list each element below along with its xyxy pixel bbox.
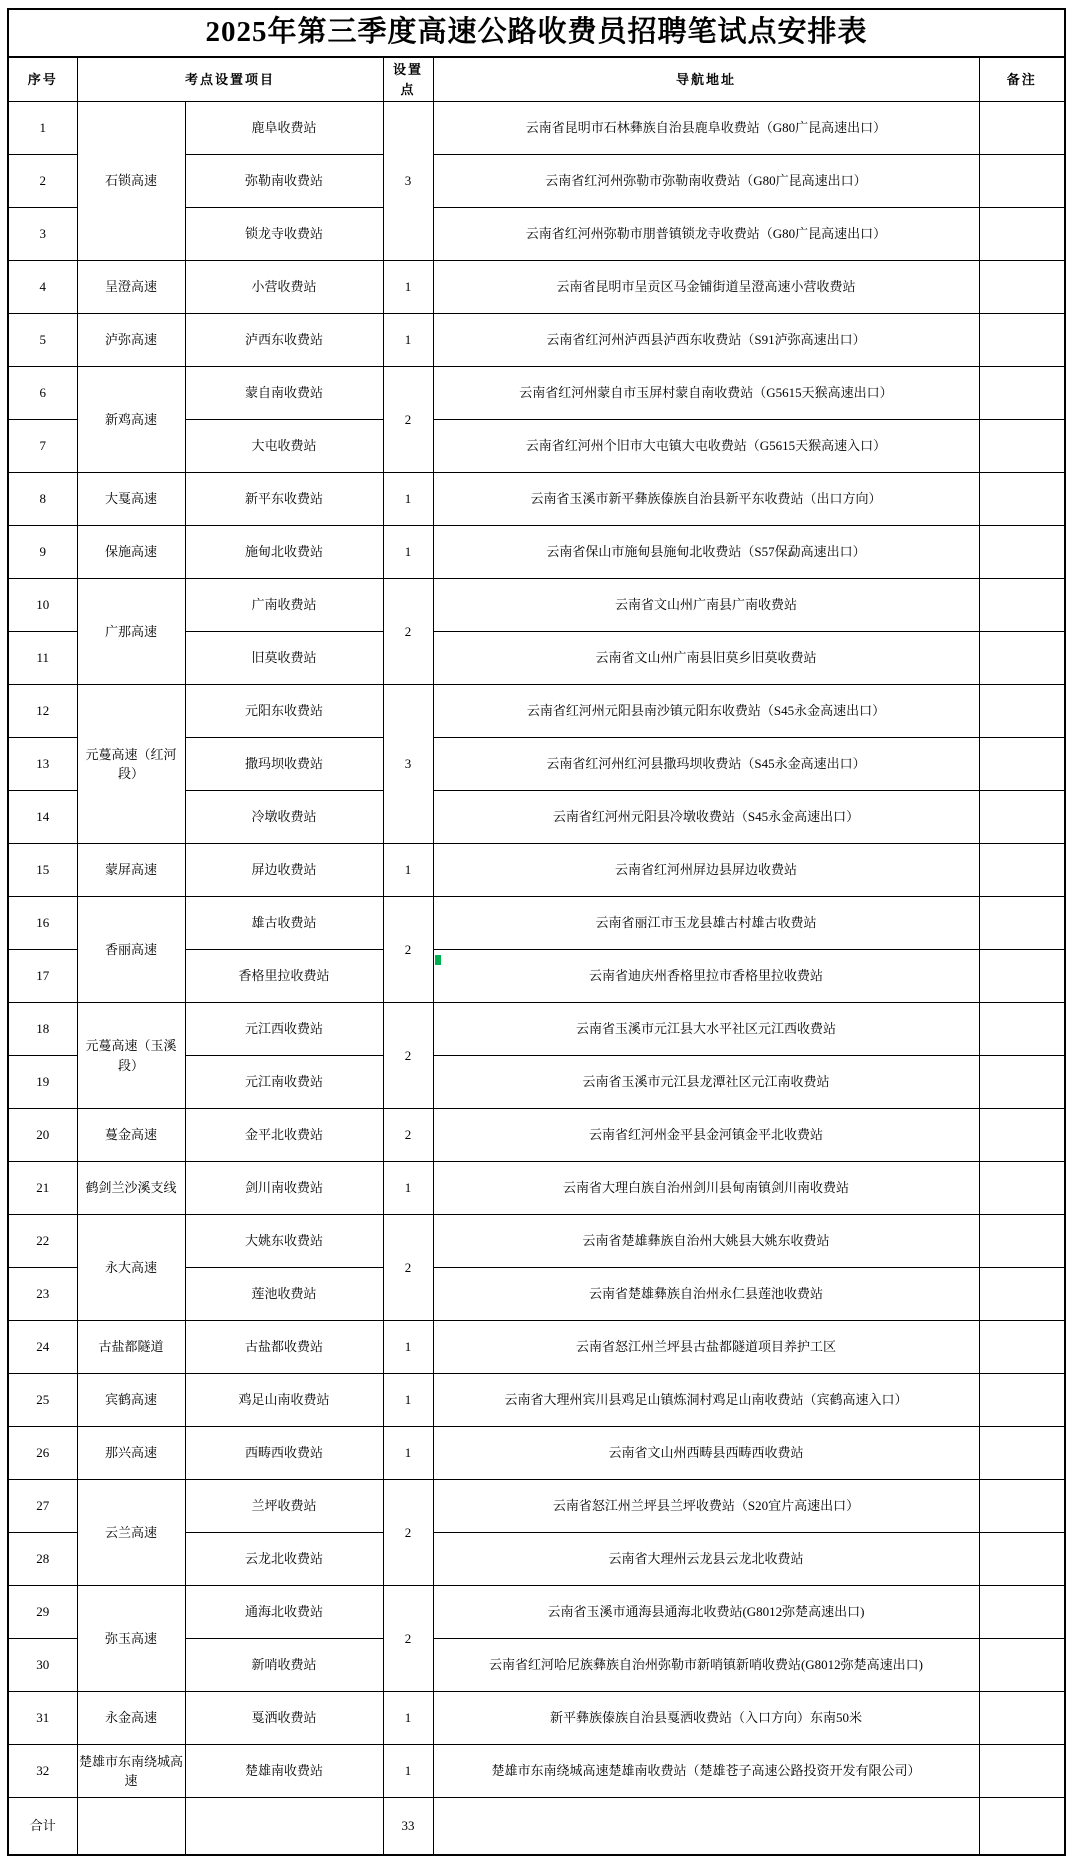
serial-cell: 5 (8, 314, 77, 367)
address-cell: 云南省红河州蒙自市玉屏村蒙自南收费站（G5615天猴高速出口） (433, 367, 979, 420)
serial-cell: 29 (8, 1586, 77, 1639)
total-station-cell-empty (185, 1798, 383, 1855)
remark-cell (979, 1586, 1065, 1639)
total-remark-cell-empty (979, 1798, 1065, 1855)
highway-group-cell: 新鸡高速 (77, 367, 185, 473)
station-cell: 戛洒收费站 (185, 1692, 383, 1745)
table-row (8, 526, 1065, 579)
remark-cell (979, 685, 1065, 738)
remark-cell (979, 473, 1065, 526)
serial-cell: 30 (8, 1639, 77, 1692)
points-cell: 1 (383, 261, 433, 314)
address-cell: 云南省红河州元阳县冷墩收费站（S45永金高速出口） (433, 791, 979, 844)
highway-group-cell: 永大高速 (77, 1215, 185, 1321)
remark-cell (979, 1692, 1065, 1745)
remark-cell (979, 1162, 1065, 1215)
table-row (8, 473, 1065, 526)
serial-cell: 31 (8, 1692, 77, 1745)
highway-group-cell: 云兰高速 (77, 1480, 185, 1586)
serial-cell: 2 (8, 155, 77, 208)
highway-group-cell: 元蔓高速（红河段） (77, 685, 185, 844)
points-cell: 2 (383, 1109, 433, 1162)
title-row (8, 9, 1065, 57)
serial-cell: 24 (8, 1321, 77, 1374)
column-header-address: 导航地址 (433, 57, 979, 102)
highway-group-cell: 弥玉高速 (77, 1586, 185, 1692)
total-address-cell-empty (433, 1798, 979, 1855)
remark-cell (979, 526, 1065, 579)
station-cell: 西畴西收费站 (185, 1427, 383, 1480)
station-cell: 元江西收费站 (185, 1003, 383, 1056)
station-cell: 冷墩收费站 (185, 791, 383, 844)
serial-cell: 32 (8, 1745, 77, 1798)
address-cell: 云南省保山市施甸县施甸北收费站（S57保勐高速出口） (433, 526, 979, 579)
station-cell: 泸西东收费站 (185, 314, 383, 367)
address-cell: 云南省红河州金平县金河镇金平北收费站 (433, 1109, 979, 1162)
address-cell: 云南省昆明市石林彝族自治县鹿阜收费站（G80广昆高速出口） (433, 102, 979, 155)
station-cell: 鹿阜收费站 (185, 102, 383, 155)
points-cell: 1 (383, 844, 433, 897)
table-row (8, 897, 1065, 950)
table-row (8, 1321, 1065, 1374)
serial-cell: 13 (8, 738, 77, 791)
highway-group-cell: 广那高速 (77, 579, 185, 685)
total-points-value: 33 (383, 1798, 433, 1855)
station-cell: 金平北收费站 (185, 1109, 383, 1162)
highway-group-cell: 元蔓高速（玉溪段） (77, 1003, 185, 1109)
station-cell: 云龙北收费站 (185, 1533, 383, 1586)
table-row (8, 579, 1065, 632)
station-cell: 剑川南收费站 (185, 1162, 383, 1215)
station-cell: 大屯收费站 (185, 420, 383, 473)
highway-group-cell: 呈澄高速 (77, 261, 185, 314)
exam-site-arrangement-table (7, 8, 1066, 1856)
remark-cell (979, 897, 1065, 950)
highway-group-cell: 宾鹤高速 (77, 1374, 185, 1427)
points-cell: 2 (383, 1215, 433, 1321)
remark-cell (979, 844, 1065, 897)
address-cell: 云南省文山州广南县旧莫乡旧莫收费站 (433, 632, 979, 685)
highway-group-cell: 保施高速 (77, 526, 185, 579)
station-cell: 旧莫收费站 (185, 632, 383, 685)
address-cell: 云南省红河州屏边县屏边收费站 (433, 844, 979, 897)
address-cell: 云南省玉溪市新平彝族傣族自治县新平东收费站（出口方向） (433, 473, 979, 526)
address-cell: 新平彝族傣族自治县戛洒收费站（入口方向）东南50米 (433, 1692, 979, 1745)
serial-cell: 21 (8, 1162, 77, 1215)
arrangement-table-container (7, 8, 1064, 1856)
address-cell: 云南省迪庆州香格里拉市香格里拉收费站 (433, 950, 979, 1003)
highway-group-cell: 那兴高速 (77, 1427, 185, 1480)
points-cell: 2 (383, 897, 433, 1003)
points-cell: 2 (383, 579, 433, 685)
serial-cell: 28 (8, 1533, 77, 1586)
remark-cell (979, 314, 1065, 367)
total-group-cell-empty (77, 1798, 185, 1855)
points-cell: 2 (383, 367, 433, 473)
address-cell: 云南省红河州元阳县南沙镇元阳东收费站（S45永金高速出口） (433, 685, 979, 738)
table-row (8, 1162, 1065, 1215)
highway-group-cell: 鹤剑兰沙溪支线 (77, 1162, 185, 1215)
remark-cell (979, 1268, 1065, 1321)
address-cell: 云南省红河州弥勒市朋普镇锁龙寺收费站（G80广昆高速出口） (433, 208, 979, 261)
table-row (8, 314, 1065, 367)
table-row (8, 102, 1065, 155)
table-row (8, 1692, 1065, 1745)
highway-group-cell: 永金高速 (77, 1692, 185, 1745)
remark-cell (979, 420, 1065, 473)
remark-cell (979, 1639, 1065, 1692)
serial-cell: 22 (8, 1215, 77, 1268)
station-cell: 鸡足山南收费站 (185, 1374, 383, 1427)
points-cell: 1 (383, 1745, 433, 1798)
remark-cell (979, 950, 1065, 1003)
remark-cell (979, 791, 1065, 844)
points-cell: 1 (383, 1427, 433, 1480)
highway-group-cell: 大戛高速 (77, 473, 185, 526)
address-cell: 云南省红河州个旧市大屯镇大屯收费站（G5615天猴高速入口） (433, 420, 979, 473)
serial-cell: 16 (8, 897, 77, 950)
highway-group-cell: 蒙屏高速 (77, 844, 185, 897)
serial-cell: 25 (8, 1374, 77, 1427)
points-cell: 1 (383, 473, 433, 526)
address-cell: 云南省怒江州兰坪县古盐都隧道项目养护工区 (433, 1321, 979, 1374)
station-cell: 小营收费站 (185, 261, 383, 314)
address-cell: 云南省大理州云龙县云龙北收费站 (433, 1533, 979, 1586)
points-cell: 1 (383, 1692, 433, 1745)
total-row (8, 1798, 1065, 1855)
remark-cell (979, 367, 1065, 420)
station-cell: 雄古收费站 (185, 897, 383, 950)
column-header-serial: 序号 (8, 57, 77, 102)
serial-cell: 1 (8, 102, 77, 155)
points-cell: 2 (383, 1003, 433, 1109)
remark-cell (979, 208, 1065, 261)
address-cell: 云南省大理白族自治州剑川县甸南镇剑川南收费站 (433, 1162, 979, 1215)
table-row (8, 685, 1065, 738)
station-cell: 屏边收费站 (185, 844, 383, 897)
remark-cell (979, 1374, 1065, 1427)
serial-cell: 23 (8, 1268, 77, 1321)
address-cell: 云南省楚雄彝族自治州永仁县莲池收费站 (433, 1268, 979, 1321)
address-cell: 云南省红河州泸西县泸西东收费站（S91泸弥高速出口） (433, 314, 979, 367)
remark-cell (979, 1427, 1065, 1480)
points-cell: 1 (383, 1162, 433, 1215)
serial-cell: 14 (8, 791, 77, 844)
station-cell: 莲池收费站 (185, 1268, 383, 1321)
remark-cell (979, 1109, 1065, 1162)
station-cell: 元阳东收费站 (185, 685, 383, 738)
remark-cell (979, 632, 1065, 685)
serial-cell: 26 (8, 1427, 77, 1480)
address-cell: 楚雄市东南绕城高速楚雄南收费站（楚雄苍子高速公路投资开发有限公司） (433, 1745, 979, 1798)
table-row (8, 1480, 1065, 1533)
station-cell: 撒玛坝收费站 (185, 738, 383, 791)
station-cell: 弥勒南收费站 (185, 155, 383, 208)
station-cell: 广南收费站 (185, 579, 383, 632)
remark-cell (979, 1533, 1065, 1586)
points-cell: 2 (383, 1586, 433, 1692)
highway-group-cell: 石锁高速 (77, 102, 185, 261)
highway-group-cell: 香丽高速 (77, 897, 185, 1003)
remark-cell (979, 1745, 1065, 1798)
station-cell: 施甸北收费站 (185, 526, 383, 579)
header-row (8, 57, 1065, 102)
remark-cell (979, 1321, 1065, 1374)
total-label: 合计 (8, 1798, 77, 1855)
points-cell: 1 (383, 314, 433, 367)
station-cell: 楚雄南收费站 (185, 1745, 383, 1798)
serial-cell: 8 (8, 473, 77, 526)
serial-cell: 17 (8, 950, 77, 1003)
address-cell: 云南省红河哈尼族彝族自治州弥勒市新哨镇新哨收费站(G8012弥楚高速出口) (433, 1639, 979, 1692)
table-body (8, 102, 1065, 1798)
station-cell: 通海北收费站 (185, 1586, 383, 1639)
serial-cell: 10 (8, 579, 77, 632)
station-cell: 蒙自南收费站 (185, 367, 383, 420)
station-cell: 新平东收费站 (185, 473, 383, 526)
highway-group-cell: 楚雄市东南绕城高速 (77, 1745, 185, 1798)
table-row (8, 367, 1065, 420)
address-cell: 云南省丽江市玉龙县雄古村雄古收费站 (433, 897, 979, 950)
table-row (8, 1745, 1065, 1798)
remark-cell (979, 1056, 1065, 1109)
station-cell: 元江南收费站 (185, 1056, 383, 1109)
table-row (8, 1427, 1065, 1480)
remark-cell (979, 102, 1065, 155)
table-row (8, 1215, 1065, 1268)
address-cell: 云南省大理州宾川县鸡足山镇炼洞村鸡足山南收费站（宾鹤高速入口） (433, 1374, 979, 1427)
serial-cell: 18 (8, 1003, 77, 1056)
serial-cell: 15 (8, 844, 77, 897)
serial-cell: 20 (8, 1109, 77, 1162)
serial-cell: 4 (8, 261, 77, 314)
page-title: 2025年第三季度高速公路收费员招聘笔试点安排表 (8, 9, 1065, 57)
remark-cell (979, 1215, 1065, 1268)
column-header-project: 考点设置项目 (77, 57, 383, 102)
highway-group-cell: 泸弥高速 (77, 314, 185, 367)
serial-cell: 9 (8, 526, 77, 579)
address-cell: 云南省玉溪市通海县通海北收费站(G8012弥楚高速出口) (433, 1586, 979, 1639)
points-cell: 1 (383, 526, 433, 579)
column-header-points: 设置点 (383, 57, 433, 102)
table-row (8, 1586, 1065, 1639)
address-cell: 云南省昆明市呈贡区马金铺街道呈澄高速小营收费站 (433, 261, 979, 314)
address-cell: 云南省文山州广南县广南收费站 (433, 579, 979, 632)
address-cell: 云南省玉溪市元江县龙潭社区元江南收费站 (433, 1056, 979, 1109)
serial-cell: 19 (8, 1056, 77, 1109)
remark-cell (979, 261, 1065, 314)
serial-cell: 11 (8, 632, 77, 685)
remark-cell (979, 155, 1065, 208)
station-cell: 新哨收费站 (185, 1639, 383, 1692)
address-cell: 云南省红河州弥勒市弥勒南收费站（G80广昆高速出口） (433, 155, 979, 208)
serial-cell: 7 (8, 420, 77, 473)
serial-cell: 3 (8, 208, 77, 261)
serial-cell: 27 (8, 1480, 77, 1533)
station-cell: 古盐都收费站 (185, 1321, 383, 1374)
station-cell: 锁龙寺收费站 (185, 208, 383, 261)
station-cell: 香格里拉收费站 (185, 950, 383, 1003)
highway-group-cell: 蔓金高速 (77, 1109, 185, 1162)
points-cell: 2 (383, 1480, 433, 1586)
address-cell: 云南省文山州西畴县西畴西收费站 (433, 1427, 979, 1480)
table-row (8, 1109, 1065, 1162)
station-cell: 兰坪收费站 (185, 1480, 383, 1533)
remark-cell (979, 579, 1065, 632)
points-cell: 1 (383, 1374, 433, 1427)
points-cell: 3 (383, 685, 433, 844)
points-cell: 3 (383, 102, 433, 261)
serial-cell: 12 (8, 685, 77, 738)
address-cell: 云南省楚雄彝族自治州大姚县大姚东收费站 (433, 1215, 979, 1268)
table-row (8, 1374, 1065, 1427)
address-cell: 云南省玉溪市元江县大水平社区元江西收费站 (433, 1003, 979, 1056)
address-cell: 云南省怒江州兰坪县兰坪收费站（S20宜片高速出口） (433, 1480, 979, 1533)
remark-cell (979, 1003, 1065, 1056)
table-row (8, 1003, 1065, 1056)
table-row (8, 844, 1065, 897)
table-row (8, 261, 1065, 314)
column-header-remark: 备注 (979, 57, 1065, 102)
address-cell: 云南省红河州红河县撒玛坝收费站（S45永金高速出口） (433, 738, 979, 791)
remark-cell (979, 1480, 1065, 1533)
serial-cell: 6 (8, 367, 77, 420)
remark-cell (979, 738, 1065, 791)
highway-group-cell: 古盐都隧道 (77, 1321, 185, 1374)
station-cell: 大姚东收费站 (185, 1215, 383, 1268)
green-cell-marker (435, 955, 441, 965)
points-cell: 1 (383, 1321, 433, 1374)
